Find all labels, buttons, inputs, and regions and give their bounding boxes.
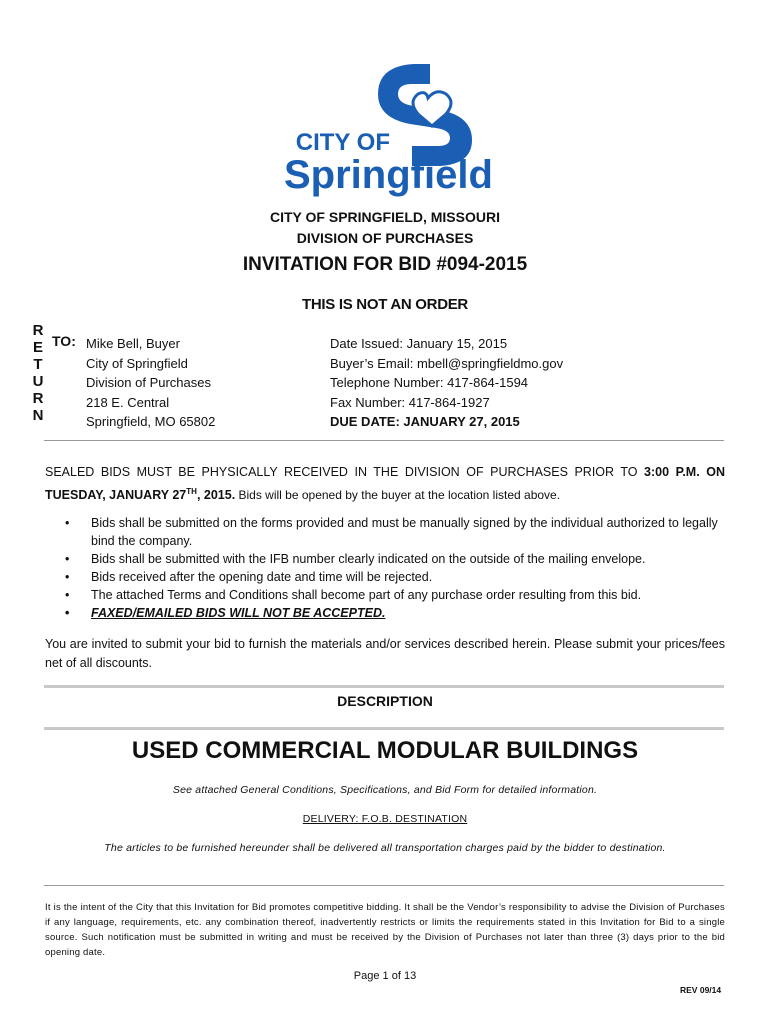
list-item-text: FAXED/EMAILED BIDS WILL NOT BE ACCEPTED. (91, 606, 386, 620)
sealed-sup: TH (186, 487, 197, 496)
city-logo (280, 58, 495, 198)
return-letter: U (32, 373, 44, 390)
delivery-terms: DELIVERY: F.O.B. DESTINATION (302, 813, 468, 825)
bullet-icon: • (65, 552, 70, 566)
sealed-year: , 2015. (196, 488, 236, 503)
divider (44, 885, 724, 886)
return-letter: R (32, 322, 44, 339)
sealed-deadline: 3:00 P.M. ON TUESDAY, JANUARY 27 (45, 465, 725, 503)
address-line: 218 E. Central (86, 394, 170, 410)
bullet-icon: • (65, 516, 70, 530)
address-line: Mike Bell, Buyer (86, 336, 180, 351)
intent-paragraph: It is the intent of the City that this Invitation for Bid promotes competitive bidding. It shall be the Vendor’s responsibility to advise the Division of Purchases if any language, requirements, etc. any combination thereof, inadvertently restricts or limits the requirements stated in this Invitation for Bid to a single source. Such notification must be submitted in writing and must be received by the Division of Purchases not later than three (3) days prior to the bid opening date. (45, 902, 725, 958)
buyer-email[interactable]: Buyer’s Email: mbell@springfieldmo.gov (330, 355, 564, 371)
due-date: DUE DATE: JANUARY 27, 2015 (330, 414, 520, 429)
return-label (30, 322, 46, 424)
bullet-icon: • (65, 588, 70, 602)
header-city: CITY OF SPRINGFIELD, MISSOURI (270, 209, 500, 225)
list-item (65, 550, 725, 568)
sealed-text: SEALED BIDS MUST BE PHYSICALLY RECEIVED IN THE DIVISION OF PURCHASES PRIOR TO (45, 465, 645, 479)
not-an-order-notice: THIS IS NOT AN ORDER (302, 296, 468, 313)
return-letter: N (32, 407, 44, 424)
return-address (86, 334, 215, 432)
list-item-text: Bids received after the opening date and time will be rejected. (91, 570, 433, 584)
revision-label: REV 09/14 (680, 985, 722, 995)
bid-info (330, 334, 563, 432)
page-number: Page 1 of 13 (353, 970, 417, 982)
logo-line2: Springfield (284, 153, 493, 197)
page-title: INVITATION FOR BID #094-2015 (242, 254, 528, 275)
list-item (65, 514, 725, 550)
see-attached-note: See attached General Conditions, Specifications, and Bid Form for detailed information. (172, 784, 598, 796)
springfield-s-heart-logo-icon (280, 58, 495, 198)
logo-line1: CITY OF (295, 129, 390, 156)
sealed-bids-notice (45, 463, 725, 505)
divider (44, 685, 724, 688)
bid-rules-list (65, 514, 725, 622)
list-item (65, 586, 725, 604)
date-issued: Date Issued: January 15, 2015 (330, 336, 508, 351)
bullet-icon: • (65, 606, 70, 620)
list-item-text: Bids shall be submitted on the forms provided and must be manually signed by the individual authorized to legally bind the company. (91, 516, 718, 548)
transportation-note: The articles to be furnished hereunder shall be delivered all transportation charges paid by the bidder to destination. (104, 842, 666, 854)
list-item-text: The attached Terms and Conditions shall become part of any purchase order resulting from this bid. (91, 588, 642, 602)
header-division: DIVISION OF PURCHASES (296, 230, 474, 246)
address-line: City of Springfield (86, 355, 188, 371)
address-line: Division of Purchases (86, 375, 211, 390)
divider (44, 440, 724, 441)
divider (44, 727, 724, 730)
return-letter: E (32, 339, 43, 356)
telephone: Telephone Number: 417-864-1594 (330, 375, 529, 390)
return-letter: T (33, 356, 43, 373)
fax: Fax Number: 417-864-1927 (330, 394, 490, 410)
list-item (65, 604, 725, 622)
list-item (65, 568, 725, 586)
description-heading: DESCRIPTION (337, 693, 433, 709)
address-line: Springfield, MO 65802 (86, 414, 216, 429)
bullet-icon: • (65, 570, 70, 584)
sealed-opening: Bids will be opened by the buyer at the location listed above. (235, 488, 561, 503)
to-label: TO: (52, 333, 76, 349)
item-title: USED COMMERCIAL MODULAR BUILDINGS (131, 737, 639, 764)
invitation-text: You are invited to submit your bid to furnish the materials and/or services described herein. Please submit your prices/fees net of all discounts. (45, 637, 725, 670)
return-letter: R (32, 390, 44, 407)
list-item-text: Bids shall be submitted with the IFB number clearly indicated on the outside of the mailing envelope. (91, 552, 646, 566)
